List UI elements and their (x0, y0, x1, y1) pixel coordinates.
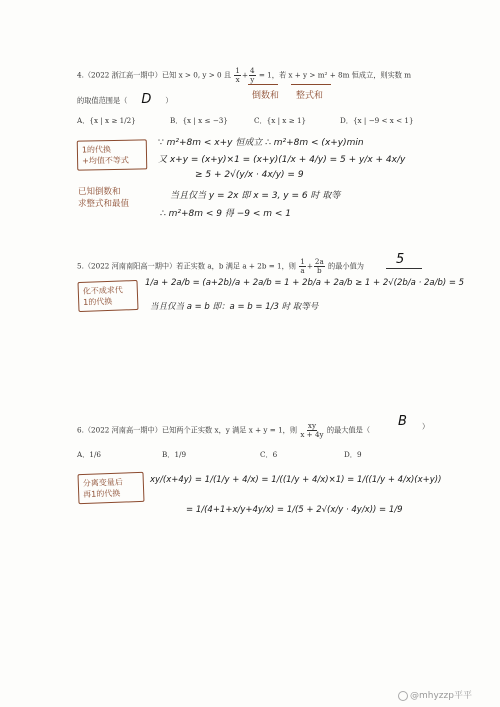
watermark (398, 688, 472, 701)
q5-handwritten-answer: 5 (396, 252, 405, 267)
watermark-text: @mhyzzp平平 (410, 691, 472, 701)
q5-work-line-1: 1/a + 2a/b = (a+2b)/a + 2a/b = 1 + 2b/a + 2a/b ≥ 1 + 2√(2b/a · 2a/b) = 5 (145, 278, 465, 288)
q4-fraction-1-over-x: $\frac{1}{x}$ (235, 66, 240, 84)
q4-stem-line1: 4.（2022 浙江高一期中）已知 x > 0, y > 0 且 $\frac{1}{x}$ + $\frac{4}{y}$ = 1，若 x + y > m² + 8m 恒成立，则实数 m (77, 66, 412, 84)
q6-option-d: D．9 (344, 450, 362, 459)
q4-stem-part-b: = 1，若 x + y > m² + 8m 恒成立，则实数 m (258, 70, 412, 80)
q6-option-a: A．1/6 (77, 450, 101, 459)
q5-fraction-2a-over-b: $\frac{2a}{b}$ (314, 257, 324, 275)
q6-work-line-1: xy/(x+4y) = 1/(1/y + 4/x) = 1/((1/y + 4/x)×1) = 1/((1/y + 4/x)(x+y)) (150, 475, 442, 485)
q5-fraction-1-over-a: $\frac{1}{a}$ (300, 257, 305, 275)
q4-stem-part-a: 4.（2022 浙江高一期中）已知 x > 0, y > 0 且 (77, 70, 232, 80)
q4-note-polynomial-sum: 整式和 (296, 91, 324, 101)
q6-stem: 6.（2022 河南高一期中）已知两个正实数 x，y 满足 x + y = 1，则 $\frac{xy}{x + 4y}$ 的最大值是（ (77, 421, 371, 439)
q4-work-line-5: ∴ m²+8m < 9 得 −9 < m < 1 (160, 209, 291, 219)
q5-stem: 5.（2022 河南南阳高一期中）若正实数 a，b 满足 a + 2b = 1，则 $\frac{1}{a}$ + $\frac{2a}{b}$ 的最小值为 (77, 257, 364, 275)
q4-stem-line2: 的取值范围是（ D ） (77, 92, 173, 107)
q4-margin-note-2: 已知倒数和 求整式和最值 (78, 187, 130, 209)
q6-handwritten-answer: B (398, 414, 407, 429)
q4-option-b: B．{x | x ≤ −3} (170, 116, 228, 125)
q4-work-line-1: ∵ m²+8m < x+y 恒成立 ∴ m²+8m < (x+y)min (158, 138, 364, 148)
q6-stem-close: ） (422, 422, 430, 431)
q6-work-line-2: = 1/(4+1+x/y+4y/x) = 1/(5 + 2√(x/y · 4y/x)) = 1/9 (186, 505, 403, 515)
q5-work-line-2: 当且仅当 a = b 即：a = b = 1/3 时 取等号 (150, 302, 319, 312)
q4-work-line-3: ≥ 5 + 2√(y/x · 4x/y) = 9 (195, 170, 304, 180)
q4-work-line-2: 又 x+y = (x+y)×1 = (x+y)(1/x + 4/y) = 5 + y/x + 4x/y (158, 155, 406, 165)
q4-underline-2 (291, 84, 331, 85)
q4-fraction-4-over-y: $\frac{4}{y}$ (250, 66, 255, 84)
q4-option-c: C．{x | x ≥ 1} (254, 116, 307, 125)
q6-fraction-xy-over-x-plus-4y: $\frac{xy}{x + 4y}$ (300, 421, 324, 439)
q4-note-reciprocal-sum: 倒数和 (252, 91, 280, 101)
q4-option-a: A．{x | x ≥ 1/2} (77, 116, 136, 125)
q5-margin-note-box: 化不成求代 1的代换 (77, 280, 138, 312)
q4-underline-1 (248, 84, 278, 85)
q6-option-b: B．1/9 (162, 450, 187, 459)
q4-handwritten-answer: D (141, 92, 152, 107)
q4-work-line-4: 当且仅当 y = 2x 即 x = 3, y = 6 时 取等 (170, 191, 341, 201)
q6-option-c: C．6 (260, 450, 278, 459)
q6-margin-note-box: 分离变量后 再1的代换 (77, 472, 144, 504)
weibo-logo-icon (398, 691, 408, 701)
q4-margin-note-box-1: 1的代换 +均值不等式 (77, 139, 148, 170)
q5-answer-blank (386, 268, 422, 269)
q4-option-d: D．{x | −9 < x < 1} (340, 116, 414, 125)
